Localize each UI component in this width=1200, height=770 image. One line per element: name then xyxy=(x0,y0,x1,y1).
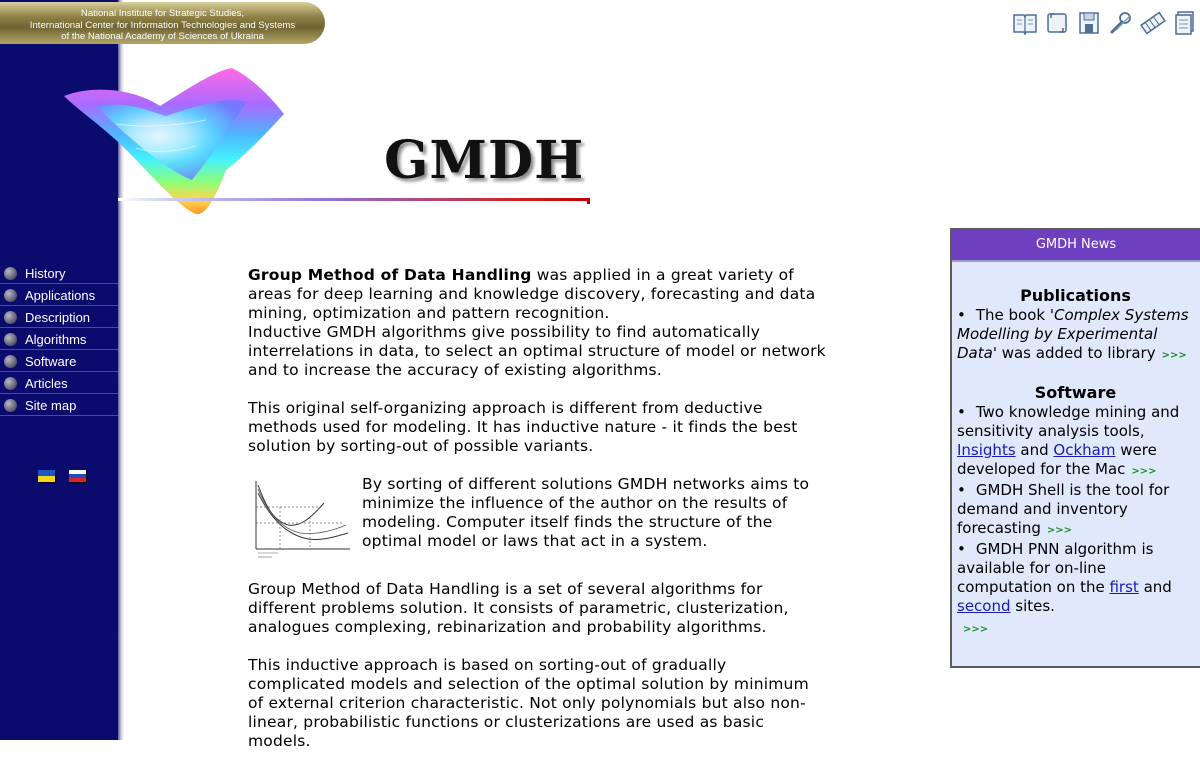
nav-item-applications[interactable] xyxy=(0,285,118,306)
paragraph-self-organizing: This original self-organizing approach is different from deductive methods used for modeling. It has inductive nature - it finds the best solution by sorting-out of possible variants. xyxy=(248,399,798,455)
document-icon[interactable] xyxy=(1172,10,1198,36)
second-site-link[interactable]: second xyxy=(957,597,1011,615)
news-item-book xyxy=(957,306,1194,365)
news-title: GMDH News xyxy=(952,230,1200,262)
news-item-shell xyxy=(957,481,1194,540)
nav-item-label: Algorithms xyxy=(25,331,87,347)
main-content xyxy=(248,266,828,770)
nav-item-articles[interactable] xyxy=(0,373,118,394)
ockham-link[interactable]: Ockham xyxy=(1053,441,1116,459)
criterion-graph xyxy=(248,477,352,561)
bullet-icon xyxy=(4,311,17,324)
nav-item-label: History xyxy=(25,265,66,281)
news-text: GMDH Shell is the tool for demand and inventory forecasting xyxy=(957,481,1170,537)
news-text: and xyxy=(1015,441,1054,459)
bullet-icon xyxy=(4,267,17,280)
nav-item-label: Articles xyxy=(25,375,68,391)
more-link[interactable]: >>> xyxy=(1161,350,1187,361)
refresh-icon[interactable] xyxy=(1044,10,1070,36)
graph-row xyxy=(248,475,828,561)
news-text: The book xyxy=(975,306,1050,324)
news-body xyxy=(952,262,1200,639)
book-title: 'Complex Systems Modelling by Experimental Data' xyxy=(957,306,1189,362)
banner-line-3: of the National Academy of Sciences of Ukraina xyxy=(61,31,264,42)
bullet-icon xyxy=(4,333,17,346)
bullet-icon xyxy=(4,355,17,368)
nav-item-site-map[interactable] xyxy=(0,395,118,416)
bullet-icon xyxy=(4,289,17,302)
ukraine-flag-icon[interactable] xyxy=(38,470,55,482)
paragraph-algorithms: Group Method of Data Handling is a set of several algorithms for different problems solution. It consists of parametric, clusterization, analogues complexing, rebinarization and probability algorithms. xyxy=(248,580,789,636)
intro-paragraph xyxy=(248,266,828,380)
bullet: • xyxy=(957,306,966,324)
news-text: Two knowledge mining and sensitivity analysis tools, xyxy=(957,403,1180,440)
institute-banner[interactable] xyxy=(0,2,325,44)
software-heading: Software xyxy=(1034,383,1117,402)
news-item-pnn xyxy=(957,540,1194,616)
top-toolbar xyxy=(1012,10,1198,36)
header-rule xyxy=(118,198,590,201)
side-navigation xyxy=(0,263,118,417)
nav-item-label: Description xyxy=(25,309,91,325)
first-site-link[interactable]: first xyxy=(1109,578,1139,596)
news-text: sites. xyxy=(1010,597,1055,615)
save-icon[interactable] xyxy=(1076,10,1102,36)
insights-link[interactable]: Insights xyxy=(957,441,1016,459)
banner-line-2: International Center for Information Technologies and Systems xyxy=(29,19,296,31)
news-text: were developed for the Mac xyxy=(957,441,1157,478)
more-link[interactable]: >>> xyxy=(1046,525,1072,536)
news-panel xyxy=(950,228,1200,668)
bullet: • xyxy=(957,403,966,421)
tools-icon[interactable] xyxy=(1108,10,1134,36)
intro-bold: Group Method of Data Handling xyxy=(248,266,532,284)
bullet-icon xyxy=(4,399,17,412)
nav-item-label: Applications xyxy=(25,287,96,303)
news-item-tools xyxy=(957,403,1194,481)
news-more-row xyxy=(957,618,1194,639)
news-text: and xyxy=(1138,578,1172,596)
nav-item-label: Site map xyxy=(25,397,77,413)
bullet-icon xyxy=(4,377,17,390)
nav-item-history[interactable] xyxy=(0,263,118,284)
paragraph-inductive: This inductive approach is based on sorting-out of gradually complicated models and selection of the optimal solution by minimum of external criterion characteristic. Not only polynomials but also non-linear, probabilistic functions or clusterizations are used as basic models. xyxy=(248,656,809,750)
intro-text-2: Inductive GMDH algorithms give possibility to find automatically interrelations in data, to select an optimal structure of model or network and to increase the accuracy of existing algorithms. xyxy=(248,323,826,379)
nav-item-description[interactable] xyxy=(0,307,118,328)
paragraph-sorting: By sorting of different solutions GMDH networks aims to minimize the influence of the author on the results of modeling. Computer itself finds the structure of the optimal model or laws that act in a system. xyxy=(362,475,810,550)
more-link[interactable]: >>> xyxy=(963,624,989,635)
nav-item-label: Software xyxy=(25,353,77,369)
banner-line-1: National Institute for Strategic Studies, xyxy=(80,8,245,19)
book-icon[interactable] xyxy=(1012,10,1038,36)
news-text: was added to library xyxy=(996,344,1156,362)
film-icon[interactable] xyxy=(1140,10,1166,36)
russia-flag-icon[interactable] xyxy=(69,470,86,482)
nav-item-algorithms[interactable] xyxy=(0,329,118,350)
page-title: GMDH xyxy=(384,130,585,191)
bullet: • xyxy=(957,481,966,499)
more-link[interactable]: >>> xyxy=(1131,466,1157,477)
intro-text: was applied in a great variety of areas for deep learning and knowledge discovery, forecasting and data mining, optimization and pattern recognition. xyxy=(248,266,816,322)
news-text: GMDH PNN algorithm is available for on-line computation on the xyxy=(957,540,1154,596)
nav-item-software[interactable] xyxy=(0,351,118,372)
language-flags xyxy=(38,470,86,482)
bullet: • xyxy=(957,540,966,558)
publications-heading: Publications xyxy=(1020,286,1131,305)
